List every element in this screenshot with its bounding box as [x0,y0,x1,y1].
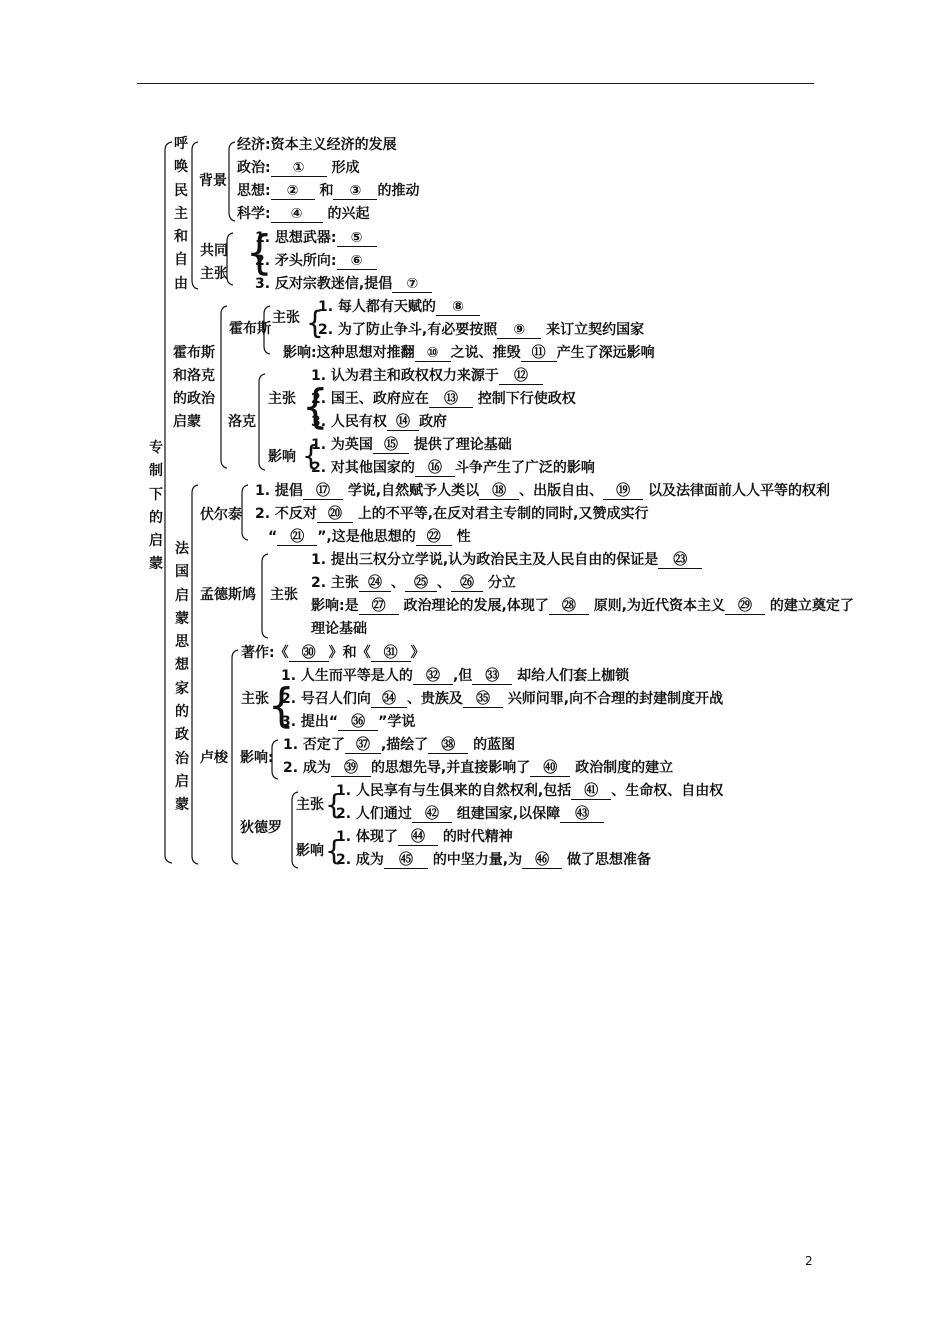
row-29: 1. 人民享有与生俱来的自然权利,包括 ㊶ 、生命权、自由权 [336,783,724,799]
brace: { [325,788,343,821]
row-24: 1. 人生而平等是人的 ㉜ ,但 ㉝ 却给人们套上枷锁 [281,668,630,684]
label-rousseau: 卢梭 [200,750,228,766]
brace: { [325,834,343,867]
label-locke: 洛克 [228,414,256,430]
label-montesquieu: 孟德斯鸠 [200,587,256,603]
label-rousseau-yingxiang: 影响: [240,750,274,766]
row-6: 2. 矛头所向: ⑥ [255,252,377,270]
label-common-1: 共同 [200,243,228,259]
brace: { [306,304,324,341]
label-montesquieu-zhuzhang: 主张 [270,587,298,603]
label-common-2: 主张 [200,266,228,282]
label-background: 背景 [199,173,227,189]
label-locke-yingxiang: 影响 [268,449,296,465]
row-27: 1. 否定了 ㊲ ,描绘了 ㊳ 的蓝图 [283,737,516,753]
brace: { [302,379,329,434]
row-economy: 经济:资本主义经济的发展 [237,137,397,153]
row-14: 1. 为英国 ⑮ 提供了理论基础 [311,437,512,453]
row-9: 2. 为了防止争斗,有必要按照 ⑨ 来订立契约国家 [318,322,645,338]
brace: { [246,225,273,280]
row-12: 2. 国王、政府应在 ⑬ 控制下行使政权 [311,391,576,407]
root-label: 专制下的启蒙 [149,440,163,573]
row-25: 2. 号召人们向 ㉞ 、贵族及 ㉟ 兴师问罪,向不合理的封建制度开战 [281,691,724,707]
row-18: “ ㉑ ”,这是他思想的 ㉒ 性 [268,529,471,545]
row-26: 3. 提出“ ㊱ ”学说 [281,714,416,730]
row-15: 2. 对其他国家的 ⑯ 斗争产生了广泛的影响 [311,460,595,476]
page-number: 2 [805,1254,813,1268]
row-thought: 思想: ② 和 ③ 的推动 [237,183,420,199]
row-10: 影响:这种思想对推翻 ⑩ 之说、推毁 ⑪ 产生了深远影响 [283,345,655,361]
row-science: 科学: ④ 的兴起 [237,206,370,222]
row-23: 著作:《 ㉚ 》和《 ㉛ 》 [241,645,425,661]
row-20: 2. 主张 ㉔ 、 ㉕ 、 ㉖ 分立 [311,575,516,591]
row-16: 1. 提倡 ⑰ 学说,自然赋予人类以 ⑱ 、出版自由、 ⑲ 以及法律面前人人平等的权利 [255,483,831,499]
row-28: 2. 成为 ㊴ 的思想先导,并直接影响了 ㊵ 政治制度的建立 [283,760,674,776]
label-diderot-yingxiang: 影响 [296,843,324,859]
label-voltaire: 伏尔泰 [200,507,242,523]
row-17: 2. 不反对 ⑳ 上的不平等,在反对君主专制的同时,又赞成实行 [255,506,649,522]
section-label-c: 法国启蒙思想家的政治启蒙 [175,541,189,814]
row-5: 1. 思想武器: ⑤ [255,229,377,247]
row-11: 1. 认为君主和政权权力来源于 ⑫ [311,367,543,385]
row-19: 1. 提出三权分立学说,认为政治民主及人民自由的保证是 ㉓ [311,551,702,569]
row-31: 1. 体现了 ㊹ 的时代精神 [336,829,513,845]
row-7: 3. 反对宗教迷信,提倡 ⑦ [255,275,432,293]
section-label-a: 呼唤民主和自由 [174,136,188,292]
label-locke-zhuzhang: 主张 [268,391,296,407]
label-diderot: 狄德罗 [240,820,282,836]
brace: { [268,678,295,733]
row-8: 1. 每人都有天赋的 ⑧ [318,298,480,316]
brace: { [302,439,320,472]
row-22: 理论基础 [311,621,367,637]
row-21: 影响:是 ㉗ 政治理论的发展,体现了 ㉘ 原则,为近代资本主义 ㉙ 的建立奠定了 [311,598,854,614]
label-hobbes-zhuzhang: 主张 [272,310,300,326]
label-diderot-zhuzhang: 主张 [296,797,324,813]
row-30: 2. 人们通过 ㊷ 组建国家,以保障 ㊸ [336,805,604,823]
row-32: 2. 成为 ㊺ 的中坚力量,为 ㊻ 做了思想准备 [336,852,652,868]
label-hobbes: 霍布斯 [229,321,271,337]
section-label-b: 霍布斯和洛克的政治启蒙 [173,345,215,430]
row-politics: 政治: ① 形成 [237,160,360,176]
row-13: 3. 人民有权 ⑭ 政府 [311,414,447,430]
label-rousseau-zhuzhang: 主张 [241,691,269,707]
